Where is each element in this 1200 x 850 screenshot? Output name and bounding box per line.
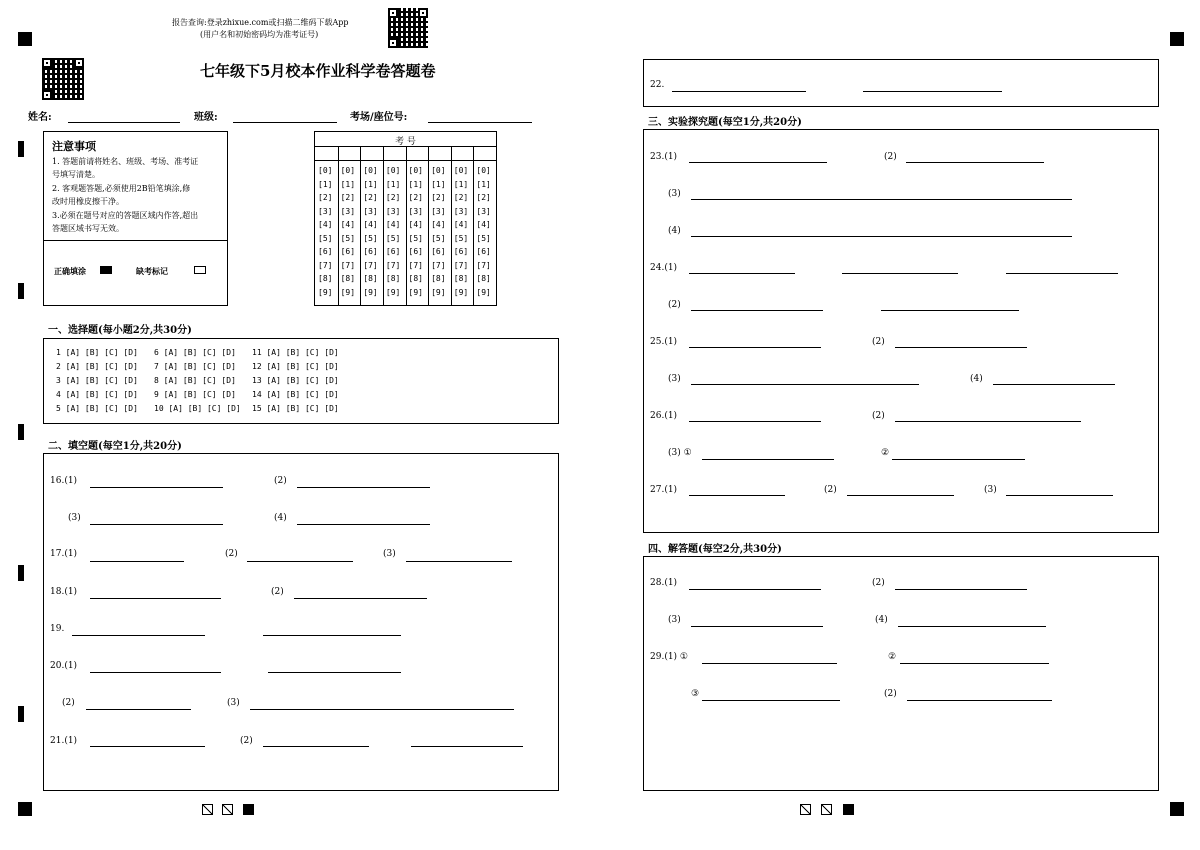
qr-code-icon[interactable] — [388, 8, 428, 48]
answer-line[interactable] — [250, 709, 514, 710]
exam-digit-bubble[interactable]: [1] — [318, 179, 333, 189]
q25-label: 25.(1) — [650, 337, 678, 347]
absent-checkbox[interactable] — [194, 266, 206, 274]
room-seat-label: 考场/座位号: — [350, 112, 408, 123]
page-mark-x — [800, 804, 811, 815]
exam-digit-bubble[interactable]: [9] — [408, 287, 423, 297]
name-label: 姓名: — [28, 112, 52, 123]
answer-line[interactable] — [993, 384, 1115, 385]
q27-2-label: (2) — [824, 485, 837, 495]
timing-mark — [18, 706, 24, 722]
answer-line[interactable] — [906, 162, 1044, 163]
choice-question-row[interactable]: 4 [A] [B] [C] [D] — [56, 390, 138, 399]
exam-digit-bubble[interactable]: [7] — [340, 260, 356, 270]
q29-2-label: (2) — [884, 689, 897, 699]
section1-title: 一、选择题(每小题2分,共30分) — [48, 325, 192, 336]
exam-digit-bubble[interactable]: [4] — [385, 220, 401, 229]
page-mark-x — [222, 804, 233, 815]
exam-digit-bubble[interactable]: [1] — [431, 179, 446, 189]
exam-digit-bubble[interactable]: [2] — [453, 193, 469, 202]
exam-digit-bubble[interactable]: [3] — [318, 206, 333, 216]
answer-line[interactable] — [847, 495, 954, 496]
choice-question-row[interactable]: 2 [A] [B] [C] [D] — [56, 362, 138, 371]
choice-question-row[interactable]: 8 [A] [B] [C] [D] — [154, 376, 236, 385]
q16-label: 16.(1) — [50, 476, 78, 486]
timing-mark — [18, 424, 24, 440]
exam-digit-bubble[interactable]: [5] — [431, 233, 446, 243]
exam-digit-input-box[interactable] — [451, 147, 474, 160]
answer-line[interactable] — [90, 746, 205, 747]
exam-digit-bubble[interactable]: [3] — [431, 206, 446, 216]
answer-line[interactable] — [411, 746, 523, 747]
exam-digit-bubble[interactable]: [4] — [408, 220, 423, 229]
solution-box — [643, 556, 1159, 791]
exam-digit-input-box[interactable] — [406, 147, 429, 160]
exam-digit-bubble[interactable]: [8] — [340, 274, 356, 283]
timing-mark — [18, 141, 24, 157]
choice-question-row[interactable]: 3 [A] [B] [C] [D] — [56, 376, 138, 385]
answer-line[interactable] — [90, 487, 223, 488]
exam-digit-bubble[interactable]: [8] — [408, 274, 423, 283]
answer-line[interactable] — [247, 561, 353, 562]
class-field[interactable] — [233, 122, 337, 123]
corner-mark-top-right — [1170, 32, 1184, 46]
exam-digit-bubble[interactable]: [2] — [385, 193, 401, 202]
exam-digit-bubble[interactable]: [7] — [431, 260, 446, 270]
answer-line[interactable] — [72, 635, 205, 636]
exam-digit-bubble[interactable]: [0] — [385, 166, 401, 175]
q22-box — [643, 59, 1159, 107]
choice-question-row[interactable]: 12 [A] [B] [C] [D] — [252, 362, 339, 371]
answer-line[interactable] — [881, 310, 1019, 311]
q26-2-label: (2) — [872, 411, 885, 421]
name-field[interactable] — [68, 122, 180, 123]
q25-3-label: (3) — [668, 374, 681, 384]
q24-2-label: (2) — [668, 300, 681, 310]
exam-digit-bubble[interactable]: [5] — [476, 233, 491, 243]
exam-digit-bubble[interactable]: [1] — [340, 179, 356, 189]
answer-line[interactable] — [691, 199, 1072, 200]
exam-digit-bubble[interactable]: [7] — [476, 260, 491, 270]
divider — [44, 240, 227, 241]
section4-title: 四、解答题(每空2分,共30分) — [648, 544, 782, 555]
q28-label: 28.(1) — [650, 578, 678, 588]
q17-2-label: (2) — [225, 549, 238, 559]
grid-divider — [451, 146, 452, 305]
exam-digit-bubble[interactable]: [9] — [340, 287, 356, 297]
exam-digit-bubble[interactable]: [3] — [385, 206, 401, 216]
q26-3b-label: ② — [881, 448, 890, 458]
exam-digit-bubble[interactable]: [2] — [363, 193, 378, 202]
answer-line[interactable] — [86, 709, 191, 710]
q28-3-label: (3) — [668, 615, 681, 625]
q19-label: 19. — [50, 624, 65, 634]
q26-3-label: (3) ① — [668, 448, 692, 458]
answer-line[interactable] — [90, 524, 223, 525]
q23-2-label: (2) — [884, 152, 897, 162]
room-seat-field[interactable] — [428, 122, 532, 123]
answer-line[interactable] — [689, 162, 827, 163]
section3-title: 三、实验探究题(每空1分,共20分) — [648, 117, 802, 128]
exam-digit-bubble[interactable]: [2] — [408, 193, 423, 202]
absent-label: 缺考标记 — [136, 266, 168, 276]
exam-digit-bubble[interactable]: [3] — [363, 206, 378, 216]
answer-line[interactable] — [672, 91, 806, 92]
report-notice-line1: 报告查询:登录zhixue.com或扫描二维码下载App — [172, 18, 349, 27]
page-title: 七年级下5月校本作业科学卷答题卷 — [200, 62, 436, 80]
answer-line[interactable] — [689, 495, 785, 496]
exam-digit-bubble[interactable]: [2] — [431, 193, 446, 202]
answer-line[interactable] — [691, 626, 823, 627]
exam-digit-bubble[interactable]: [6] — [453, 247, 469, 256]
exam-digit-bubble[interactable]: [8] — [363, 274, 378, 283]
exam-digit-bubble[interactable]: [0] — [453, 166, 469, 175]
exam-digit-bubble[interactable]: [3] — [408, 206, 423, 216]
q27-3-label: (3) — [984, 485, 997, 495]
exam-digit-bubble[interactable]: [6] — [385, 247, 401, 256]
exam-digit-bubble[interactable]: [4] — [453, 220, 469, 229]
exam-digit-bubble[interactable]: [0] — [476, 166, 491, 175]
exam-digit-bubble[interactable]: [6] — [318, 247, 333, 256]
q25-4-label: (4) — [970, 374, 983, 384]
exam-digit-bubble[interactable]: [4] — [340, 220, 356, 229]
notice-box — [43, 131, 228, 306]
exam-digit-input-box[interactable] — [473, 147, 496, 160]
q27-label: 27.(1) — [650, 485, 678, 495]
choice-question-row[interactable]: 13 [A] [B] [C] [D] — [252, 376, 339, 385]
correct-fill-label: 正确填涂 — [54, 266, 86, 276]
exam-digit-bubble[interactable]: [9] — [476, 287, 491, 297]
choice-question-row[interactable]: 1 [A] [B] [C] [D] — [56, 348, 138, 357]
exam-digit-input-box[interactable] — [338, 147, 361, 160]
choice-question-row[interactable]: 15 [A] [B] [C] [D] — [252, 404, 339, 413]
exam-digit-bubble[interactable]: [8] — [476, 274, 491, 283]
q20-label: 20.(1) — [50, 661, 78, 671]
exam-digit-bubble[interactable]: [0] — [431, 166, 446, 175]
q16-3-label: (3) — [68, 513, 81, 523]
choice-question-row[interactable]: 11 [A] [B] [C] [D] — [252, 348, 339, 357]
exam-digit-bubble[interactable]: [5] — [340, 233, 356, 243]
q20-3-label: (3) — [227, 698, 240, 708]
answer-line[interactable] — [702, 663, 837, 664]
exam-digit-bubble[interactable]: [4] — [431, 220, 446, 229]
answer-line[interactable] — [90, 561, 184, 562]
correct-fill-sample — [100, 266, 112, 274]
exam-digit-bubble[interactable]: [5] — [453, 233, 469, 243]
choice-question-row[interactable]: 7 [A] [B] [C] [D] — [154, 362, 236, 371]
answer-line[interactable] — [263, 635, 401, 636]
q22-label: 22. — [650, 80, 665, 90]
exam-digit-bubble[interactable]: [7] — [408, 260, 423, 270]
answer-line[interactable] — [406, 561, 512, 562]
notice-item: 答题区域书写无效。 — [52, 224, 124, 233]
grid-divider — [428, 146, 429, 305]
exam-digit-bubble[interactable]: [4] — [476, 220, 491, 229]
choice-question-row[interactable]: 14 [A] [B] [C] [D] — [252, 390, 339, 399]
exam-digit-bubble[interactable]: [0] — [318, 166, 333, 175]
exam-digit-bubble[interactable]: [1] — [408, 179, 423, 189]
q20-2-label: (2) — [62, 698, 75, 708]
q21-label: 21.(1) — [50, 736, 78, 746]
timing-mark — [18, 565, 24, 581]
answer-line[interactable] — [895, 589, 1027, 590]
answer-line[interactable] — [898, 626, 1046, 627]
q29-label: 29.(1) ① — [650, 652, 688, 662]
exam-digit-bubble[interactable]: [4] — [363, 220, 378, 229]
exam-digit-bubble[interactable]: [8] — [385, 274, 401, 283]
notice-item: 3.必须在题号对应的答题区域内作答,超出 — [52, 211, 199, 220]
q29-b-label: ② — [888, 652, 897, 662]
choice-box — [43, 338, 559, 424]
exam-number-heading: 考 号 — [395, 137, 416, 147]
experiment-box — [643, 129, 1159, 533]
exam-digit-bubble[interactable]: [6] — [476, 247, 491, 256]
q29-c-label: ③ — [691, 689, 700, 699]
answer-line[interactable] — [689, 589, 821, 590]
exam-digit-bubble[interactable]: [5] — [318, 233, 333, 243]
corner-mark-bottom-left — [18, 802, 32, 816]
grid-divider — [360, 146, 361, 305]
answer-line[interactable] — [702, 700, 840, 701]
answer-line[interactable] — [842, 273, 958, 274]
exam-digit-input-box[interactable] — [383, 147, 406, 160]
exam-digit-bubble[interactable]: [6] — [408, 247, 423, 256]
exam-digit-input-box[interactable] — [360, 147, 383, 160]
notice-heading: 注意事项 — [52, 140, 96, 153]
answer-line[interactable] — [268, 672, 401, 673]
choice-question-row[interactable]: 6 [A] [B] [C] [D] — [154, 348, 236, 357]
q26-label: 26.(1) — [650, 411, 678, 421]
exam-number-grid — [314, 131, 497, 306]
exam-digit-bubble[interactable]: [8] — [453, 274, 469, 283]
exam-digit-bubble[interactable]: [6] — [363, 247, 378, 256]
answer-line[interactable] — [907, 700, 1052, 701]
corner-mark-bottom-right — [1170, 802, 1184, 816]
answer-line[interactable] — [297, 524, 430, 525]
q23-3-label: (3) — [668, 189, 681, 199]
q24-label: 24.(1) — [650, 263, 678, 273]
choice-question-row[interactable]: 9 [A] [B] [C] [D] — [154, 390, 236, 399]
exam-digit-bubble[interactable]: [7] — [363, 260, 378, 270]
q28-2-label: (2) — [872, 578, 885, 588]
q18-label: 18.(1) — [50, 587, 78, 597]
q17-3-label: (3) — [383, 549, 396, 559]
report-notice-line2: (用户名和初始密码均为准考证号) — [200, 30, 319, 39]
exam-digit-bubble[interactable]: [6] — [340, 247, 356, 256]
exam-digit-bubble[interactable]: [8] — [318, 274, 333, 283]
answer-line[interactable] — [263, 746, 369, 747]
q17-label: 17.(1) — [50, 549, 78, 559]
exam-digit-bubble[interactable]: [1] — [453, 179, 469, 189]
answer-line[interactable] — [691, 236, 1072, 237]
grid-divider — [473, 146, 474, 305]
exam-digit-bubble[interactable]: [9] — [431, 287, 446, 297]
q28-4-label: (4) — [875, 615, 888, 625]
grid-divider — [406, 146, 407, 305]
page-mark-x — [821, 804, 832, 815]
exam-digit-bubble[interactable]: [9] — [318, 287, 333, 297]
corner-mark-top-left — [18, 32, 32, 46]
notice-item: 号填写清楚。 — [52, 170, 100, 179]
answer-line[interactable] — [702, 459, 834, 460]
answer-line[interactable] — [895, 347, 1027, 348]
q16-4-label: (4) — [274, 513, 287, 523]
answer-line[interactable] — [863, 91, 1002, 92]
answer-line[interactable] — [90, 672, 221, 673]
exam-digit-bubble[interactable]: [3] — [453, 206, 469, 216]
answer-line[interactable] — [1006, 273, 1118, 274]
notice-item: 2. 客观题答题,必须使用2B铅笔填涂,修 — [52, 184, 191, 193]
exam-digit-bubble[interactable]: [0] — [408, 166, 423, 175]
answer-line[interactable] — [689, 421, 821, 422]
exam-digit-bubble[interactable]: [8] — [431, 274, 446, 283]
exam-digit-bubble[interactable]: [2] — [476, 193, 491, 202]
choice-question-row[interactable]: 10 [A] [B] [C] [D] — [154, 404, 241, 413]
exam-digit-bubble[interactable]: [0] — [363, 166, 378, 175]
exam-digit-bubble[interactable]: [7] — [318, 260, 333, 270]
grid-divider — [338, 146, 339, 305]
exam-digit-bubble[interactable]: [2] — [318, 193, 333, 202]
answer-line[interactable] — [90, 598, 221, 599]
choice-question-row[interactable]: 5 [A] [B] [C] [D] — [56, 404, 138, 413]
notice-item: 1. 答题前请将姓名、班级、考场、准考证 — [52, 157, 199, 166]
answer-line[interactable] — [691, 384, 919, 385]
answer-line[interactable] — [892, 459, 1025, 460]
exam-digit-bubble[interactable]: [9] — [363, 287, 378, 297]
exam-digit-bubble[interactable]: [2] — [340, 193, 356, 202]
exam-digit-bubble[interactable]: [7] — [385, 260, 401, 270]
exam-digit-bubble[interactable]: [3] — [340, 206, 356, 216]
answer-line[interactable] — [1006, 495, 1113, 496]
q23-4-label: (4) — [668, 226, 681, 236]
answer-line[interactable] — [895, 421, 1081, 422]
exam-digit-input-box[interactable] — [315, 147, 338, 160]
exam-digit-bubble[interactable]: [6] — [431, 247, 446, 256]
class-label: 班级: — [194, 112, 218, 123]
answer-line[interactable] — [297, 487, 430, 488]
exam-digit-bubble[interactable]: [5] — [385, 233, 401, 243]
exam-digit-bubble[interactable]: [1] — [363, 179, 378, 189]
answer-line[interactable] — [900, 663, 1049, 664]
timing-mark — [18, 283, 24, 299]
q25-2-label: (2) — [872, 337, 885, 347]
exam-digit-bubble[interactable]: [9] — [453, 287, 469, 297]
page-mark-fill — [243, 804, 254, 815]
exam-digit-bubble[interactable]: [4] — [318, 220, 333, 229]
qr-code-icon[interactable] — [42, 58, 84, 100]
exam-digit-bubble[interactable]: [3] — [476, 206, 491, 216]
q18-2-label: (2) — [271, 587, 284, 597]
answer-line[interactable] — [689, 347, 821, 348]
q23-label: 23.(1) — [650, 152, 678, 162]
page-mark-fill — [843, 804, 854, 815]
section2-title: 二、填空题(每空1分,共20分) — [48, 441, 182, 452]
answer-line[interactable] — [691, 310, 823, 311]
exam-digit-bubble[interactable]: [7] — [453, 260, 469, 270]
exam-digit-bubble[interactable]: [9] — [385, 287, 401, 297]
notice-item: 改时用橡皮擦干净。 — [52, 197, 124, 206]
exam-digit-bubble[interactable]: [5] — [408, 233, 423, 243]
exam-digit-bubble[interactable]: [1] — [476, 179, 491, 189]
q21-2-label: (2) — [240, 736, 253, 746]
q16-2-label: (2) — [274, 476, 287, 486]
exam-digit-input-box[interactable] — [428, 147, 451, 160]
page-mark-x — [202, 804, 213, 815]
exam-digit-bubble[interactable]: [5] — [363, 233, 378, 243]
answer-line[interactable] — [294, 598, 427, 599]
exam-digit-bubble[interactable]: [0] — [340, 166, 356, 175]
answer-line[interactable] — [689, 273, 795, 274]
grid-divider — [383, 146, 384, 305]
exam-digit-bubble[interactable]: [1] — [385, 179, 401, 189]
fill-blank-box — [43, 453, 559, 791]
